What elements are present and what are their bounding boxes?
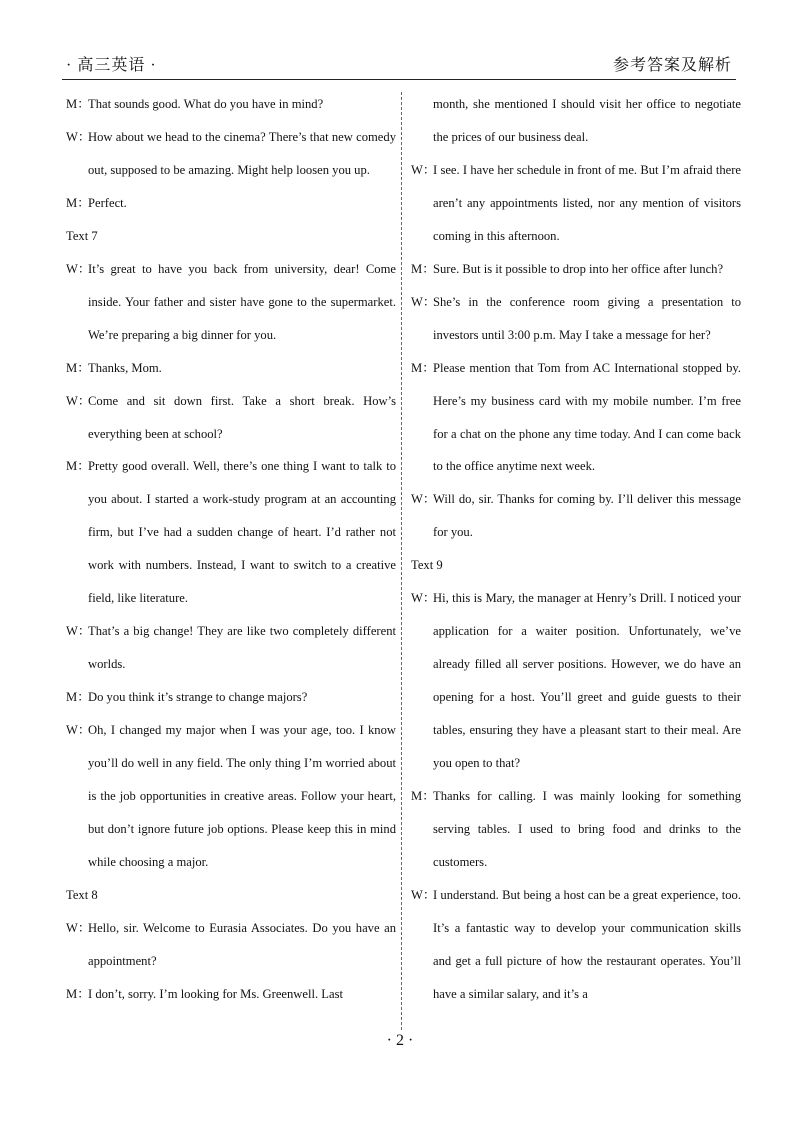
dialogue-line <box>66 385 396 451</box>
dialogue-line <box>411 879 741 1011</box>
speaker-label: W： <box>411 162 436 177</box>
dialogue-text: Hi, this is Mary, the manager at Henry’s Drill. I noticed your application for a waiter position. Unfortunately, we’ve already filled all server positions. However, we do have an opening for a host. You’ll greet and guide guests to their tables, ensuring they have a pleasant start to their meal. Are you open to that? <box>433 591 741 771</box>
dialogue-line <box>411 253 741 286</box>
section-heading: Text 8 <box>66 887 98 902</box>
speaker-label: M： <box>66 690 90 705</box>
dialogue-text: That sounds good. What do you have in mind? <box>88 97 324 111</box>
dialogue-line <box>411 352 741 484</box>
speaker-label: W： <box>66 129 91 144</box>
dialogue-line <box>66 352 396 385</box>
dialogue-text: It’s great to have you back from university, dear! Come inside. Your father and sister have gone to the supermarket. We’re preparing a big dinner for you. <box>88 261 396 342</box>
header-subject: · 高三英语 · <box>66 57 157 74</box>
speaker-label: W： <box>66 261 91 276</box>
speaker-label: W： <box>411 294 436 309</box>
dialogue-text: Oh, I changed my major when I was your age, too. I know you’ll do well in any field. The only thing I’m worried about is the job opportunities in creative areas. Follow your heart, but don’t ignore future job options. Please keep this in mind while choosing a major. <box>88 723 396 869</box>
speaker-label: W： <box>66 920 91 935</box>
dialogue-text: How about we head to the cinema? There’s that new comedy out, supposed to be amazing. Might help loosen you up. <box>88 129 396 177</box>
dialogue-text: Do you think it’s strange to change majors? <box>88 690 308 705</box>
dialogue-line <box>411 582 741 780</box>
column-divider <box>401 92 402 1030</box>
dialogue-line <box>411 780 741 879</box>
speaker-label: W： <box>411 887 436 902</box>
dialogue-text: Perfect. <box>88 195 127 210</box>
right-column <box>411 88 741 1011</box>
dialogue-line <box>66 121 396 187</box>
speaker-label: W： <box>411 591 436 606</box>
page-number: · 2 · <box>386 1032 414 1049</box>
speaker-label: W： <box>66 393 91 408</box>
dialogue-text: Come and sit down first. Take a short break. How’s everything been at school? <box>88 393 396 441</box>
section-heading: Text 9 <box>411 558 443 573</box>
dialogue-text: Thanks, Mom. <box>88 360 162 375</box>
dialogue-continuation: month, she mentioned I should visit her office to negotiate the prices of our business deal. <box>433 97 741 144</box>
dialogue-line <box>66 714 396 879</box>
speaker-label: M： <box>66 195 90 210</box>
dialogue-text: Pretty good overall. Well, there’s one thing I want to talk to you about. I started a work-study program at an accounting firm, but I’ve had a sudden change of heart. I’d rather not work with numbers. Instead, I want to switch to a creative field, like literature. <box>88 459 396 606</box>
dialogue-line <box>66 187 396 220</box>
dialogue-text: I don’t, sorry. I’m looking for Ms. Greenwell. Last <box>88 986 343 1001</box>
dialogue-line <box>66 450 396 615</box>
dialogue-text: Please mention that Tom from AC International stopped by. Here’s my business card with my mobile number. I’m free for a chat on the phone any time today. And I can come back to the office anytime next week. <box>433 360 741 474</box>
speaker-label: M： <box>66 986 90 1001</box>
dialogue-line <box>66 681 396 714</box>
dialogue-line <box>66 912 396 978</box>
dialogue-line <box>66 615 396 681</box>
dialogue-line <box>411 286 741 352</box>
dialogue-text: Sure. But is it possible to drop into her office after lunch? <box>433 261 724 276</box>
speaker-label: M： <box>411 789 435 804</box>
header-rule <box>62 79 736 80</box>
dialogue-text: Thanks for calling. I was mainly looking for something serving tables. I used to bring food and drinks to the customers. <box>433 789 741 869</box>
dialogue-text: She’s in the conference room giving a presentation to investors until 3:00 p.m. May I take a message for her? <box>433 294 741 342</box>
speaker-label: M： <box>411 360 435 375</box>
speaker-label: W： <box>411 492 436 507</box>
speaker-label: M： <box>66 459 90 474</box>
speaker-label: M： <box>411 261 435 276</box>
left-column <box>66 88 396 1011</box>
dialogue-text: I see. I have her schedule in front of me. But I’m afraid there aren’t any appointments listed, nor any mention of visitors coming in this afternoon. <box>433 162 741 243</box>
dialogue-text: That’s a big change! They are like two completely different worlds. <box>88 624 396 672</box>
speaker-label: W： <box>66 624 91 639</box>
header-section: 参考答案及解析 <box>612 57 732 74</box>
dialogue-line <box>66 88 396 121</box>
dialogue-line <box>411 154 741 253</box>
speaker-label: M： <box>66 360 90 375</box>
speaker-label: W： <box>66 723 91 738</box>
speaker-label: M： <box>66 97 90 111</box>
dialogue-line <box>411 483 741 549</box>
dialogue-text: Will do, sir. Thanks for coming by. I’ll deliver this message for you. <box>433 492 741 540</box>
page-header <box>66 52 732 74</box>
dialogue-text: Hello, sir. Welcome to Eurasia Associates. Do you have an appointment? <box>88 920 396 968</box>
section-heading: Text 7 <box>66 228 98 243</box>
dialogue-text: I understand. But being a host can be a great experience, too. It’s a fantastic way to develop your communication skills and get a full picture of how the restaurant operates. You’ll have a similar salary, and it’s a <box>433 887 741 1001</box>
dialogue-line <box>66 253 396 352</box>
dialogue-line <box>66 978 396 1011</box>
